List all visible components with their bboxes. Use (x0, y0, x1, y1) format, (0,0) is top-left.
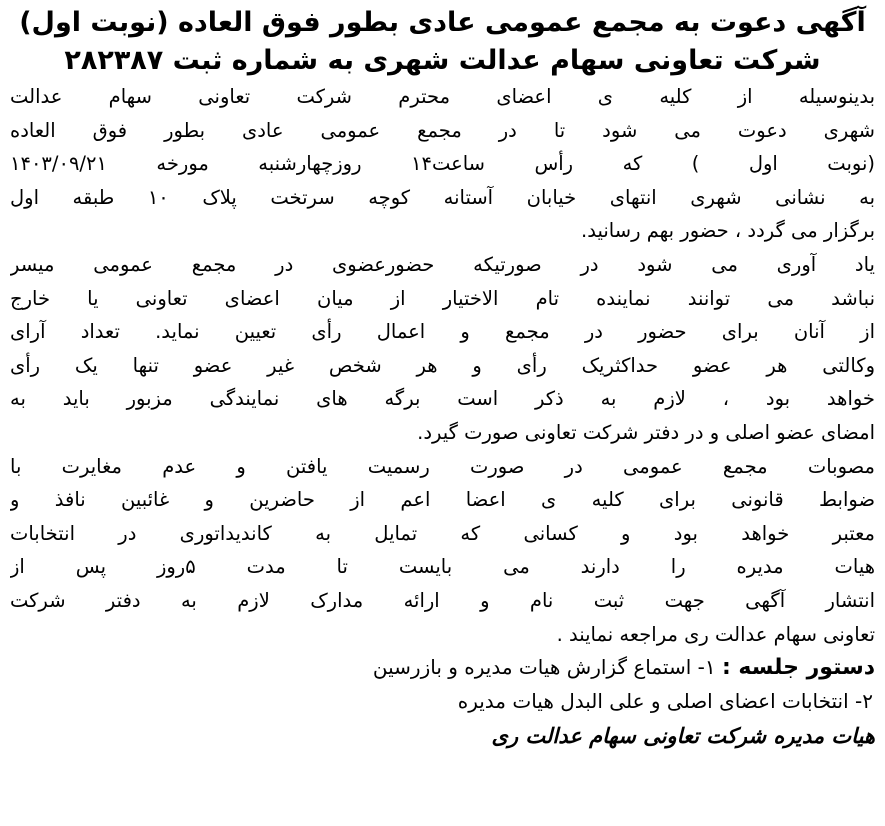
paragraph-line: از آنان برای حضور در مجمع و اعمال رأی تعیین نماید. تعداد آرای (10, 320, 875, 344)
paragraph-line: تعاونی سهام عدالت ری مراجعه نمایند . (556, 622, 875, 646)
paragraph-line: بدینوسیله از کلیه ی اعضای محترم شرکت تعاونی سهام عدالت (10, 85, 875, 108)
agenda-item-2: ۲- انتخابات اعضای اصلی و علی البدل هیات مدیره (457, 688, 873, 713)
paragraph-line: ضوابط قانونی برای کلیه ی اعضا اعم از حاضرین و غائبین نافذ و (10, 488, 875, 512)
agenda-row-2 (10, 685, 875, 719)
paragraph-line: وکالتی هر عضو حداکثریک رأی و هر شخص غیر عضو تنها یک رأی (10, 353, 875, 377)
notice-title-line-1: آگهی دعوت به مجمع عمومی عادی بطور فوق العاده (نوبت اول) (19, 7, 866, 38)
paragraph-line: معتبر خواهد بود و کسانی که تمایل به کاندیداتوری در انتخابات (10, 521, 875, 545)
paragraph-line: انتشار آگهی جهت ثبت نام و ارائه مدارک لازم به دفتر شرکت (10, 588, 875, 612)
paragraph-line: خواهد بود ، لازم به ذکر است برگه های نمایندگی مزبور باید به (10, 387, 875, 411)
paragraph-line: شهری دعوت می شود تا در مجمع عمومی عادی بطور فوق العاده (10, 118, 875, 142)
paragraph-line: به نشانی شهری انتهای خیابان آستانه کوچه سرتخت پلاک ۱۰ طبقه اول (10, 185, 875, 209)
paragraph-line: نباشد می توانند نماینده تام الاختیار از میان اعضای تعاونی یا خارج (10, 286, 875, 310)
paragraph-line: مصوبات مجمع عمومی در صورت رسمیت یافتن و عدم مغایرت با (10, 454, 875, 478)
invitation-paragraph (10, 80, 875, 248)
signature: هیات مدیره شرکت تعاونی سهام عدالت ری (491, 724, 875, 749)
paragraph-line: برگزار می گردد ، حضور بهم رسانید. (581, 219, 875, 243)
proxy-reminder-paragraph (10, 248, 875, 450)
notice-title-line-2: شرکت تعاونی سهام عدالت شهری به شماره ثبت ۲۸۲۳۸۷ (64, 45, 821, 76)
agenda-row-1 (10, 651, 875, 685)
paragraph-line: یاد آوری می شود در صورتیکه حضورعضوی در مجمع عمومی میسر (10, 252, 875, 276)
agenda-item-1: ۱- استماع گزارش هیات مدیره و بازرسین (372, 655, 716, 680)
paragraph-line: (نوبت اول ) که رأس ساعت۱۴ روزچهارشنبه مورخه ۱۴۰۳/۰۹/۲۱ (10, 152, 875, 176)
paragraph-line: هیات مدیره را دارند می بایست تا مدت ۵روز پس از (10, 555, 875, 579)
notice-document (10, 4, 875, 822)
resolutions-paragraph (10, 450, 875, 652)
agenda-label: دستور جلسه : (721, 655, 875, 681)
agenda (10, 651, 875, 718)
paragraph-line: امضای عضو اصلی و در دفتر شرکت تعاونی صورت گیرد. (417, 420, 875, 444)
